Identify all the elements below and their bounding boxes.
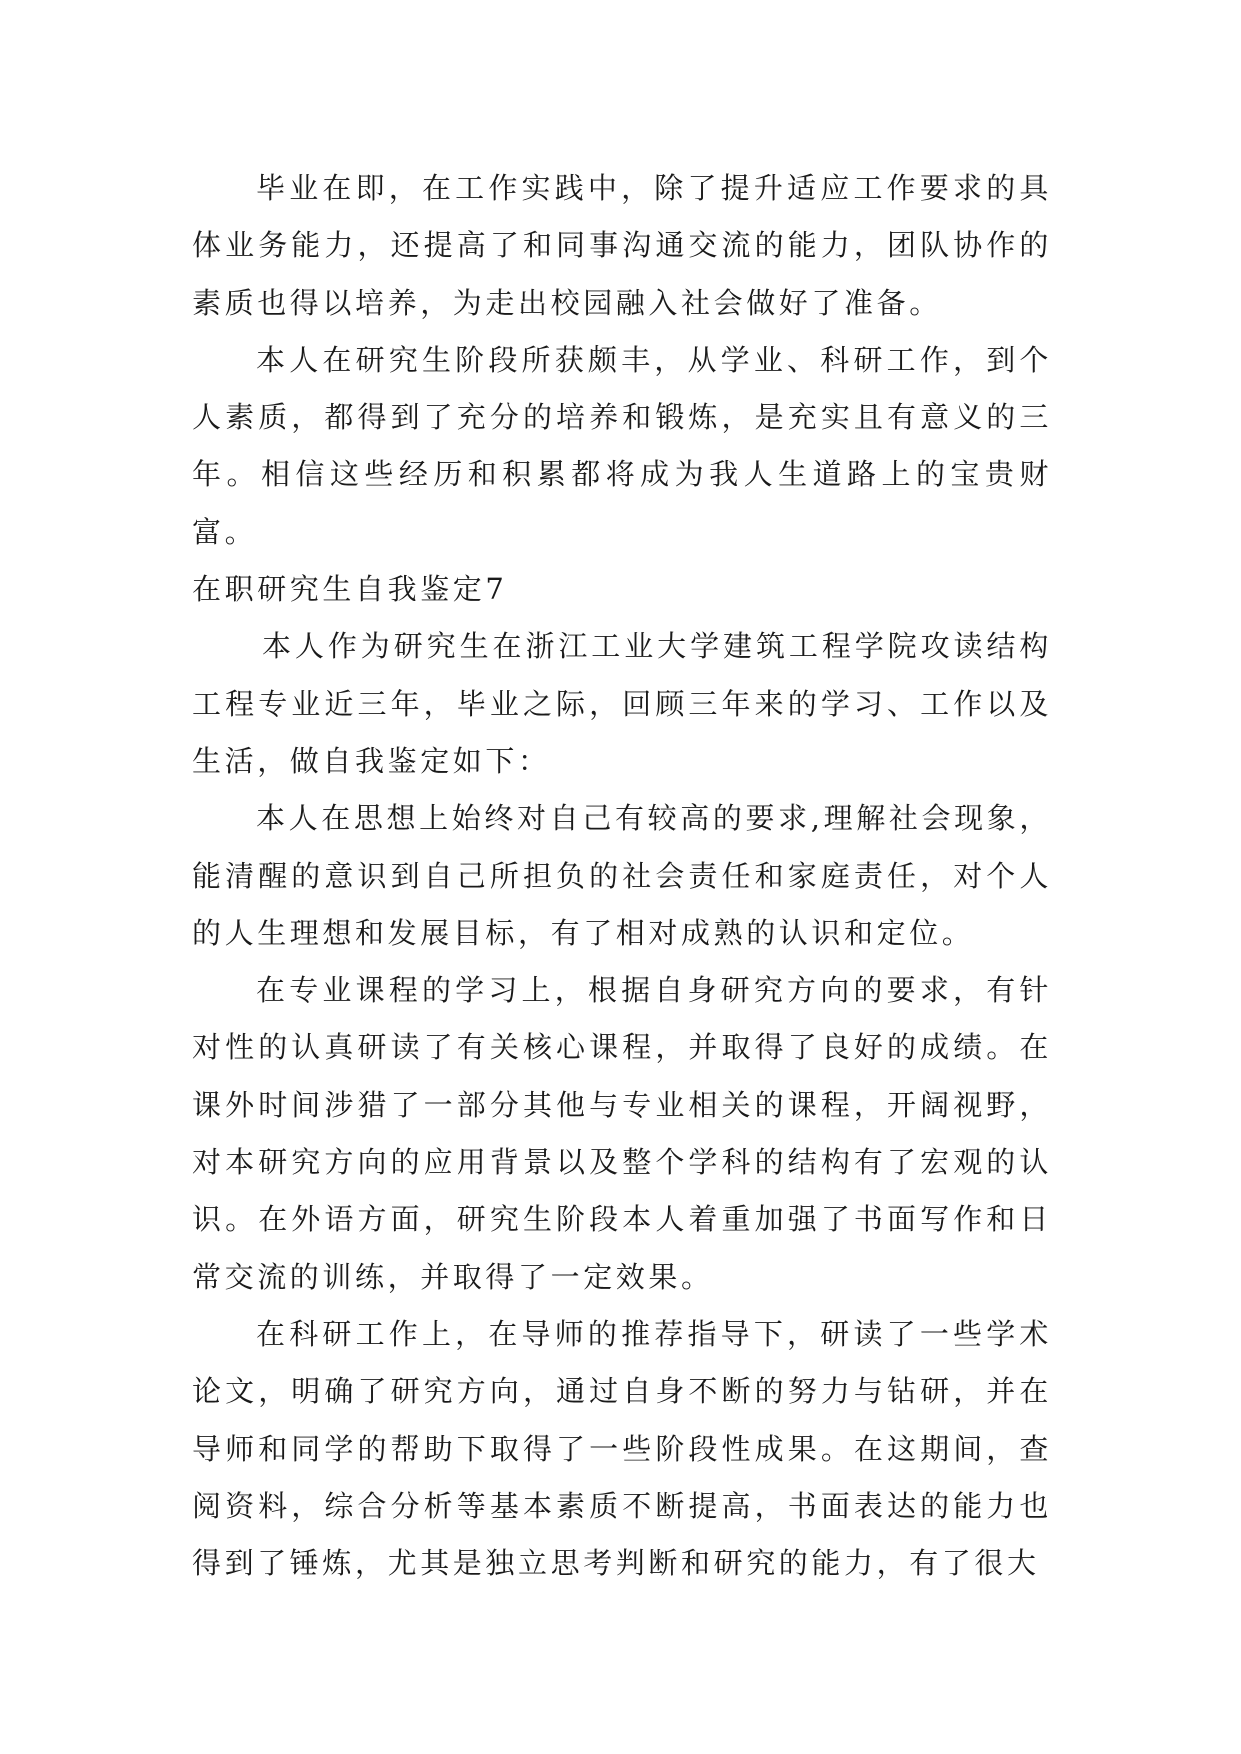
paragraph-gains: 本人在研究生阶段所获颇丰，从学业、科研工作，到个人素质，都得到了充分的培养和锻炼，是充实且有意义的三年。相信这些经历和积累都将成为我人生道路上的宝贵财富。 bbox=[192, 342, 1052, 549]
section-heading: 在职研究生自我鉴定7 bbox=[192, 572, 508, 607]
paragraph-coursework: 在专业课程的学习上，根据自身研究方向的要求，有针对性的认真研读了有关核心课程，并取得了良好的成绩。在课外时间涉猎了一部分其他与专业相关的课程，开阔视野，对本研究方向的应用背景以及整个学科的结构有了宏观的认识。在外语方面，研究生阶段本人着重加强了书面写作和日常交流的训练，并取得了一定效果。 bbox=[192, 973, 1052, 1294]
document-body bbox=[192, 160, 1052, 1592]
paragraph-ideology: 本人在思想上始终对自己有较高的要求,理解社会现象，能清醒的意识到自己所担负的社会责任和家庭责任，对个人的人生理想和发展目标，有了相对成熟的认识和定位。 bbox=[192, 801, 1052, 950]
paragraph-graduation: 毕业在即，在工作实践中，除了提升适应工作要求的具体业务能力，还提高了和同事沟通交流的能力，团队协作的素质也得以培养，为走出校园融入社会做好了准备。 bbox=[192, 171, 1052, 320]
paragraph-intro: 本人作为研究生在浙江工业大学建筑工程学院攻读结构工程专业近三年，毕业之际，回顾三年来的学习、工作以及生活，做自我鉴定如下： bbox=[192, 629, 1052, 778]
paragraph-research: 在科研工作上，在导师的推荐指导下，研读了一些学术论文，明确了研究方向，通过自身不断的努力与钻研，并在导师和同学的帮助下取得了一些阶段性成果。在这期间，查阅资料，综合分析等基本素质不断提高，书面表达的能力也得到了锤炼，尤其是独立思考判断和研究的能力，有了很大 bbox=[192, 1316, 1052, 1581]
